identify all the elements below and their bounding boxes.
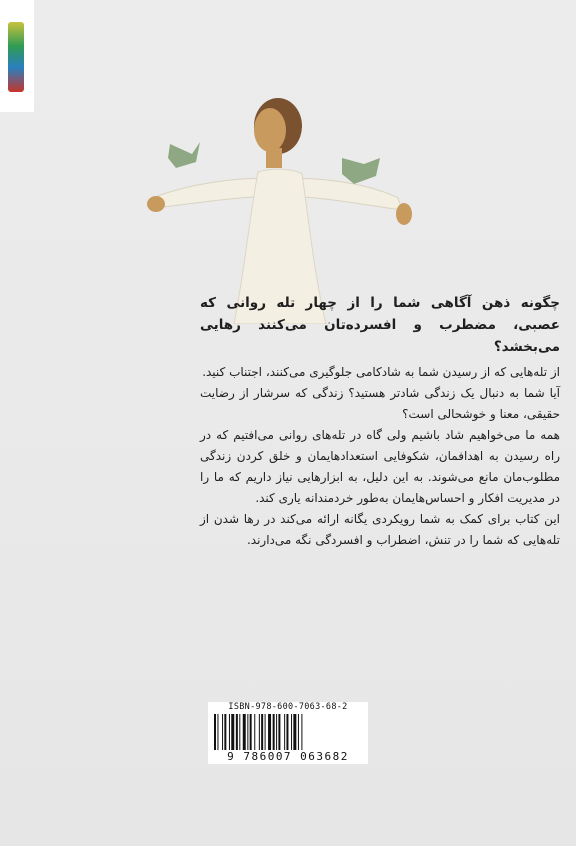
publisher-logo-mark: [8, 22, 24, 92]
isbn-digits: 9 786007 063682: [227, 750, 349, 763]
blurb-paragraph: از تله‌هایی که از رسیدن شما به شادکامی جلوگیری می‌کنند، اجتناب کنید.: [202, 365, 560, 379]
figurine-illustration: [130, 84, 430, 324]
barcode-bars: [214, 714, 362, 750]
back-cover-blurb: [200, 292, 560, 551]
isbn-barcode: [208, 702, 368, 764]
publisher-logo: [0, 0, 34, 112]
blurb-paragraph: همه ما می‌خواهیم شاد باشیم ولی گاه در تله‌های روانی می‌افتیم که در راه رسیدن به اهدافمان، شکوفایی استعدادهایمان و خلق کردن زندگی مطلوب‌مان مانع می‌شوند. به این دلیل، به ابزارهایی نیاز داریم که ما را در مدیریت افکار و احساس‌هایمان به‌طور خردمندانه یاری کند.: [200, 428, 560, 505]
isbn-label: ISBN-978-600-7063-68-2: [228, 702, 348, 712]
blurb-paragraph: آیا شما به دنبال یک زندگی شادتر هستید؟ زندگی که سرشار از رضایت حقیقی، معنا و خوشحالی است؟: [200, 386, 560, 421]
blurb-headline: چگونه ذهن آگاهی شما را از چهار تله روانی که عصبی، مضطرب و افسرده‌تان می‌کنند رهایی می‌بخشد؟: [200, 295, 560, 355]
blurb-paragraph: این کتاب برای کمک به شما رویکردی یگانه ارائه می‌کند در رها شدن از تله‌هایی که شما را در تنش، اضطراب و افسردگی نگه می‌دارند.: [200, 512, 560, 547]
